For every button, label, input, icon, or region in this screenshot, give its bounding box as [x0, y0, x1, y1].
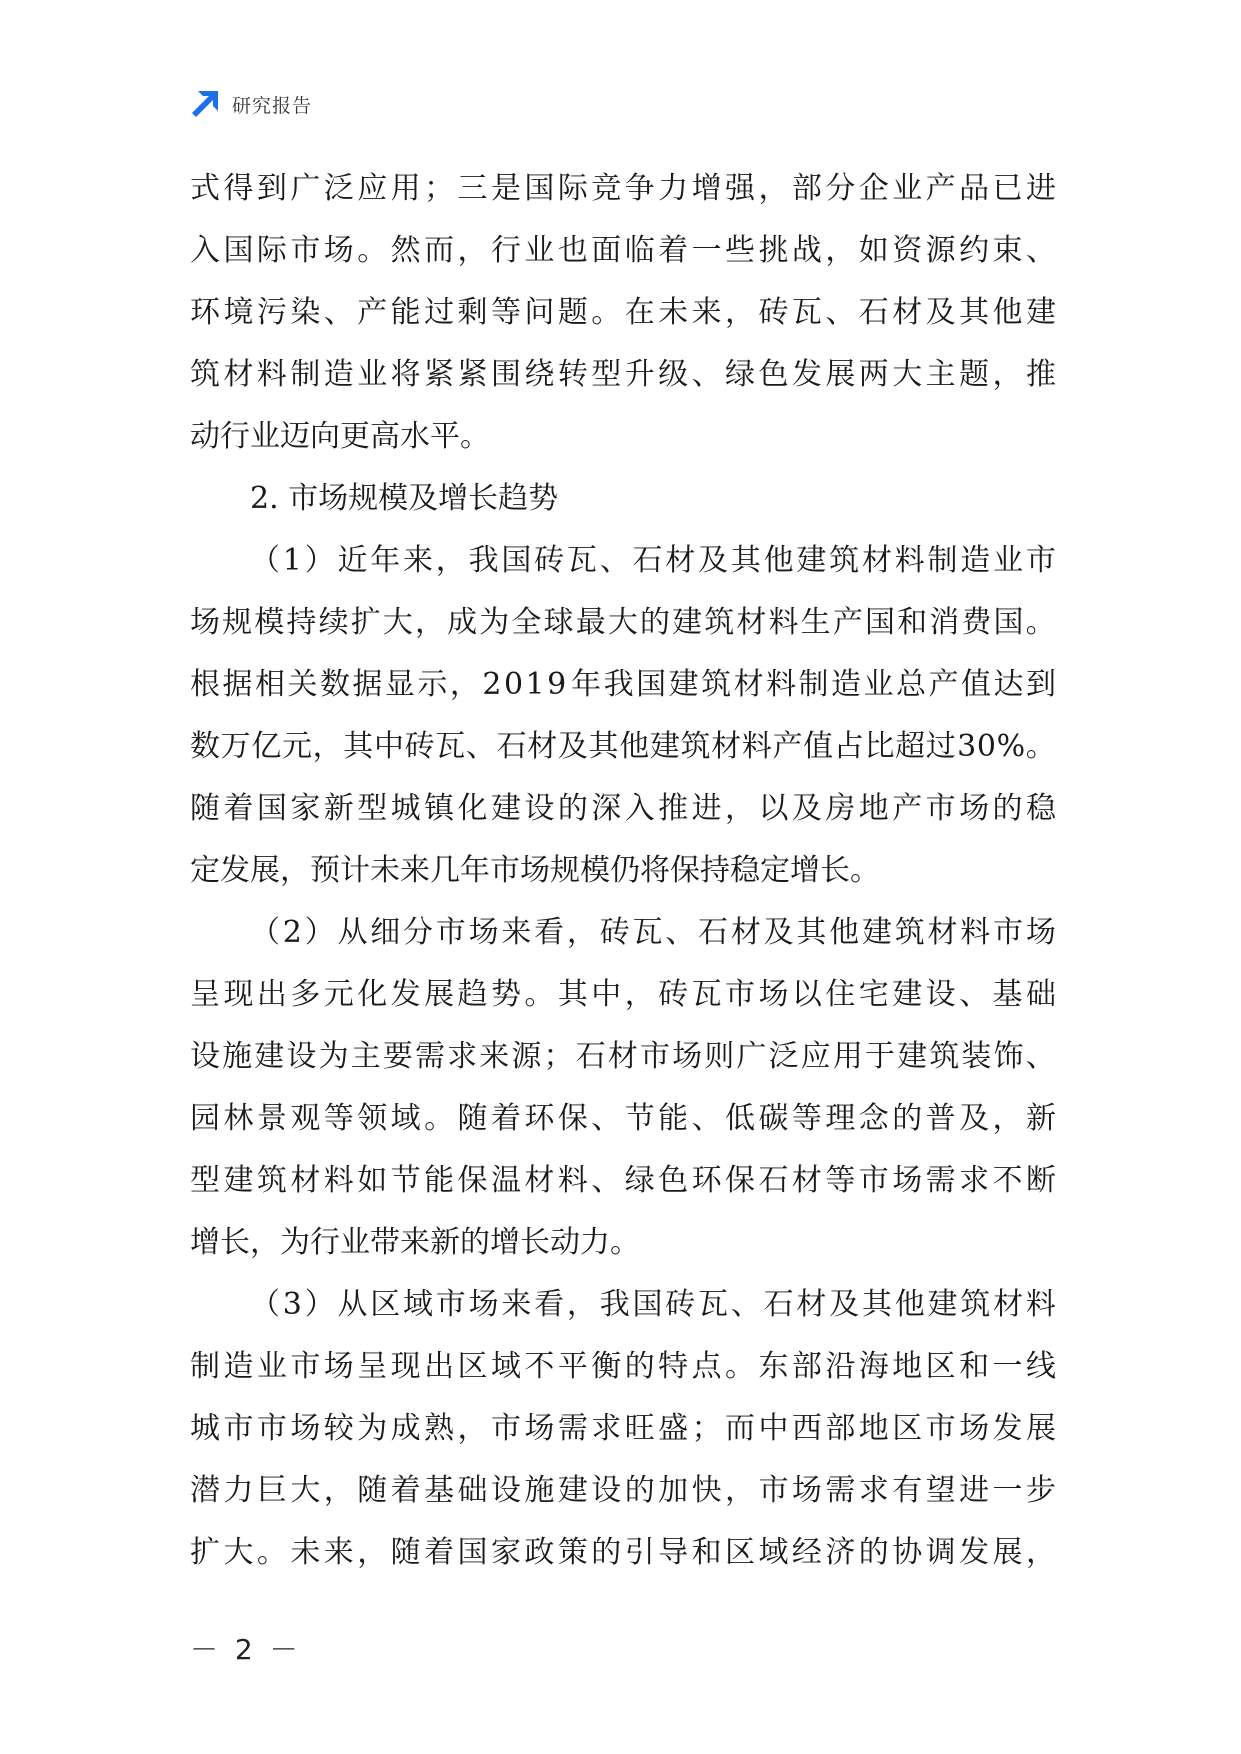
report-header-title: 研究报告	[232, 94, 313, 117]
document-body	[190, 158, 1056, 1584]
report-header	[190, 86, 312, 122]
text-line: 场 规 模 持 续 扩 大 ， 成 为 全 球 最 大 的 建 筑 材 料 生 产 国 和 消 费 国 。	[190, 605, 1056, 640]
text-line: 设 施 建 设 为 主 要 需 求 来 源 ； 石 材 市 场 则 广 泛 应 用 于 建 筑 装 饰 、	[190, 1039, 1056, 1074]
text-line: 型 建 筑 材 料 如 节 能 保 温 材 料 、 绿 色 环 保 石 材 等 市 场 需 求 不 断	[190, 1163, 1056, 1198]
text-line: （ 3 ） 从 区 域 市 场 来 看 ， 我 国 砖 瓦 、 石 材 及 其 他 建 筑 材 料	[250, 1287, 1056, 1322]
diagonal-arrow-up-right-icon	[190, 89, 220, 119]
text-line: 制 造 业 市 场 呈 现 出 区 域 不 平 衡 的 特 点 。 东 部 沿 海 地 区 和 一 线	[190, 1349, 1056, 1384]
text-line: 定发展，预计未来几年市场规模仍将保持稳定增长。	[190, 853, 880, 888]
text-line: 呈 现 出 多 元 化 发 展 趋 势 。 其 中 ， 砖 瓦 市 场 以 住 宅 建 设 、 基 础	[190, 977, 1056, 1012]
text-line: 筑 材 料 制 造 业 将 紧 紧 围 绕 转 型 升 级 、 绿 色 发 展 两 大 主 题 ， 推	[190, 357, 1056, 392]
page-number: － 2 －	[190, 1633, 302, 1666]
text-line: 园 林 景 观 等 领 域 。 随 着 环 保 、 节 能 、 低 碳 等 理 念 的 普 及 ， 新	[190, 1101, 1056, 1136]
text-line: （ 2 ） 从 细 分 市 场 来 看 ， 砖 瓦 、 石 材 及 其 他 建 筑 材 料 市 场	[250, 915, 1056, 950]
text-line: 式 得 到 广 泛 应 用 ； 三 是 国 际 竞 争 力 增 强 ， 部 分 企 业 产 品 已 进	[190, 171, 1056, 206]
text-line: （ 1 ） 近 年 来 ， 我 国 砖 瓦 、 石 材 及 其 他 建 筑 材 料 制 造 业 市	[250, 543, 1056, 578]
text-line: 随 着 国 家 新 型 城 镇 化 建 设 的 深 入 推 进 ， 以 及 房 地 产 市 场 的 稳	[190, 791, 1056, 826]
section-heading: 2. 市场规模及增长趋势	[250, 481, 559, 516]
text-line: 环 境 污 染 、 产 能 过 剩 等 问 题 。 在 未 来 ， 砖 瓦 、 石 材 及 其 他 建	[190, 295, 1056, 330]
text-line: 城 市 市 场 较 为 成 熟 ， 市 场 需 求 旺 盛 ； 而 中 西 部 地 区 市 场 发 展	[190, 1411, 1056, 1446]
text-line: 数 万 亿 元 ， 其 中 砖 瓦 、 石 材 及 其 他 建 筑 材 料 产 值 占 比 超 过 3 0 % 。	[190, 729, 1056, 764]
text-line: 入 国 际 市 场 。 然 而 ， 行 业 也 面 临 着 一 些 挑 战 ， 如 资 源 约 束 、	[190, 233, 1056, 268]
text-line: 扩 大 。 未 来 ， 随 着 国 家 政 策 的 引 导 和 区 域 经 济 的 协 调 发 展 ，	[190, 1535, 1056, 1570]
text-line: 增长，为行业带来新的增长动力。	[190, 1225, 640, 1260]
text-line: 动行业迈向更高水平。	[190, 419, 490, 454]
text-line: 潜 力 巨 大 ， 随 着 基 础 设 施 建 设 的 加 快 ， 市 场 需 求 有 望 进 一 步	[190, 1473, 1056, 1508]
text-line: 根 据 相 关 数 据 显 示 ， 2 0 1 9 年 我 国 建 筑 材 料 制 造 业 总 产 值 达 到	[190, 667, 1056, 702]
